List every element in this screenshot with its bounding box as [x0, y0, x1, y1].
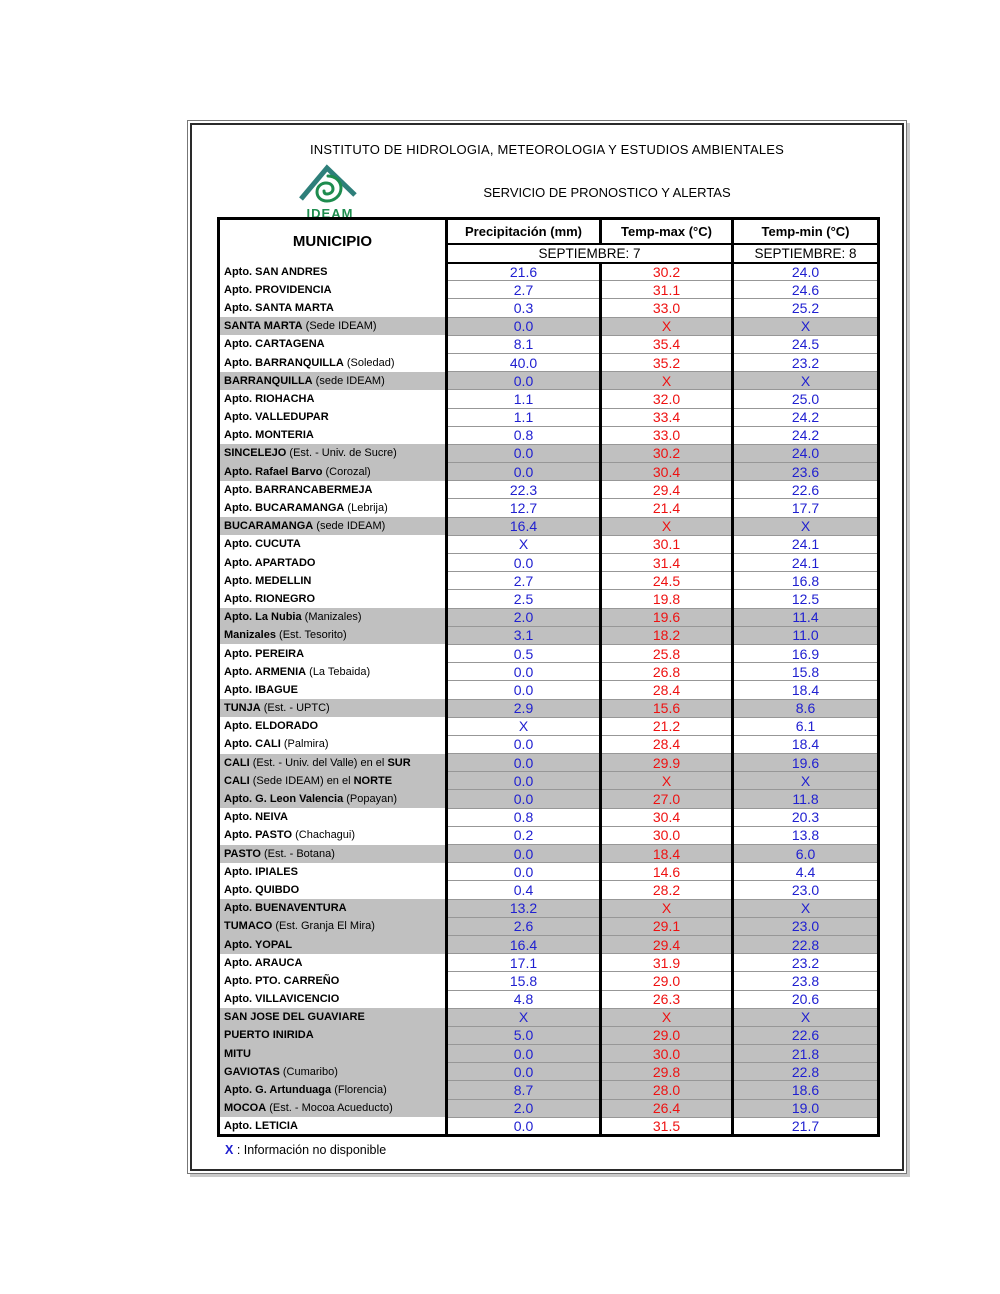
temp-min-cell: 19.0	[733, 1099, 879, 1117]
temp-max-cell: X	[601, 372, 733, 390]
table-body	[219, 263, 879, 1136]
temp-min-cell: 18.4	[733, 735, 879, 753]
municipality-cell: PUERTO INIRIDA	[224, 1029, 314, 1042]
precipitation-cell: 16.4	[447, 517, 601, 535]
weather-table	[217, 217, 880, 1137]
temp-max-cell: 30.0	[601, 1045, 733, 1063]
municipality-cell: Apto. IBAGUE	[224, 683, 298, 696]
temp-max-cell: 21.4	[601, 499, 733, 517]
municipality-cell: Apto. ARMENIA (La Tebaida)	[224, 665, 371, 678]
temp-min-cell: 19.6	[733, 754, 879, 772]
precipitation-cell: 0.0	[447, 463, 601, 481]
precipitation-cell: 0.8	[447, 808, 601, 826]
table-row	[219, 353, 879, 371]
precipitation-cell: 0.0	[447, 735, 601, 753]
precipitation-cell: 2.7	[447, 572, 601, 590]
municipality-cell: Apto. QUIBDO	[224, 883, 300, 896]
precipitation-cell: 2.6	[447, 917, 601, 935]
temp-min-cell: X	[733, 317, 879, 335]
temp-min-cell: 24.6	[733, 281, 879, 299]
precipitation-cell: 8.7	[447, 1081, 601, 1099]
table-row	[219, 808, 879, 826]
municipality-cell: Apto. Rafael Barvo (Corozal)	[224, 465, 371, 478]
temp-max-cell: 29.9	[601, 754, 733, 772]
table-row	[219, 863, 879, 881]
municipality-cell: CALI (Sede IDEAM) en el NORTE	[224, 774, 393, 787]
precipitation-cell: 1.1	[447, 390, 601, 408]
logo-label: IDEAM	[306, 206, 354, 221]
temp-max-cell: 26.4	[601, 1099, 733, 1117]
temp-min-cell: 22.6	[733, 1026, 879, 1044]
precipitation-cell: 0.0	[447, 772, 601, 790]
temp-max-cell: 30.2	[601, 263, 733, 281]
municipality-cell: Apto. BARRANQUILLA (Soledad)	[224, 356, 395, 369]
temp-min-cell: 24.1	[733, 554, 879, 572]
page-title: INSTITUTO DE HIDROLOGIA, METEOROLOGIA Y ESTUDIOS AMBIENTALES	[309, 142, 785, 157]
municipality-cell: Apto. G. Artunduaga (Florencia)	[224, 1084, 387, 1097]
municipality-cell: Apto. PTO. CARREÑO	[224, 974, 340, 987]
temp-min-cell: 16.9	[733, 644, 879, 662]
page-frame-inner	[190, 123, 904, 1171]
table-row	[219, 845, 879, 863]
municipality-cell: SANTA MARTA (Sede IDEAM)	[224, 320, 377, 333]
temp-max-cell: 19.6	[601, 608, 733, 626]
municipality-cell: Apto. LETICIA	[224, 1119, 298, 1132]
table-row	[219, 408, 879, 426]
municipality-cell: Apto. RIONEGRO	[224, 592, 316, 605]
temp-min-cell: 11.0	[733, 626, 879, 644]
municipality-cell: Apto. RIOHACHA	[224, 392, 315, 405]
municipality-cell: Apto. YOPAL	[224, 938, 293, 951]
table-row	[219, 281, 879, 299]
table-row	[219, 1063, 879, 1081]
temp-min-cell: 8.6	[733, 699, 879, 717]
temp-max-cell: 33.0	[601, 426, 733, 444]
table-row	[219, 1026, 879, 1044]
temp-max-cell: 18.2	[601, 626, 733, 644]
temp-min-cell: 22.8	[733, 935, 879, 953]
temp-min-cell: X	[733, 372, 879, 390]
temp-max-cell: 15.6	[601, 699, 733, 717]
municipio-header: MUNICIPIO	[292, 232, 373, 250]
table-row	[219, 644, 879, 662]
temp-max-cell: 14.6	[601, 863, 733, 881]
table-row	[219, 972, 879, 990]
precipitation-cell: X	[447, 717, 601, 735]
precipitation-cell: 22.3	[447, 481, 601, 499]
table-row	[219, 444, 879, 462]
temp-min-cell: 23.2	[733, 954, 879, 972]
precipitation-cell: 8.1	[447, 335, 601, 353]
precipitation-cell: 0.0	[447, 372, 601, 390]
table-row	[219, 317, 879, 335]
precipitation-cell: 40.0	[447, 353, 601, 371]
municipality-cell: TUNJA (Est. - UPTC)	[224, 702, 330, 715]
municipality-cell: PASTO (Est. - Botana)	[224, 847, 335, 860]
temp-min-cell: 18.6	[733, 1081, 879, 1099]
municipality-cell: Apto. BUENAVENTURA	[224, 902, 347, 915]
municipality-cell: Apto. VALLEDUPAR	[224, 411, 329, 424]
table-row	[219, 735, 879, 753]
temp-min-cell: 4.4	[733, 863, 879, 881]
temp-min-cell: 11.8	[733, 790, 879, 808]
temp-max-cell: X	[601, 317, 733, 335]
table-row	[219, 1045, 879, 1063]
municipality-cell: Apto. PASTO (Chachagui)	[224, 829, 356, 842]
precipitation-cell: X	[447, 1008, 601, 1026]
temp-min-cell: 16.8	[733, 572, 879, 590]
precipitation-cell: 17.1	[447, 954, 601, 972]
municipality-cell: Apto. SAN ANDRES	[224, 265, 328, 278]
precipitation-cell: 15.8	[447, 972, 601, 990]
temp-max-cell: 29.0	[601, 1026, 733, 1044]
precipitation-cell: 0.0	[447, 754, 601, 772]
temp-max-cell: X	[601, 899, 733, 917]
municipality-cell: Apto. PROVIDENCIA	[224, 283, 332, 296]
precipitation-cell: 0.4	[447, 881, 601, 899]
municipality-cell: Apto. MEDELLIN	[224, 574, 312, 587]
precipitation-cell: 0.0	[447, 554, 601, 572]
temp-min-cell: 23.8	[733, 972, 879, 990]
temp-max-header: Temp-max (°C)	[601, 219, 733, 244]
temp-max-cell: 25.8	[601, 644, 733, 662]
temp-max-cell: 29.4	[601, 481, 733, 499]
precipitation-cell: 1.1	[447, 408, 601, 426]
temp-max-cell: 35.4	[601, 335, 733, 353]
municipality-cell: Apto. ELDORADO	[224, 720, 319, 733]
temp-max-cell: 29.4	[601, 935, 733, 953]
temp-min-cell: 24.0	[733, 263, 879, 281]
municipality-cell: Apto. SANTA MARTA	[224, 301, 334, 314]
table-row	[219, 1117, 879, 1135]
table-row	[219, 608, 879, 626]
page-frame	[187, 120, 907, 1174]
temp-max-cell: 31.5	[601, 1117, 733, 1135]
table-row	[219, 372, 879, 390]
temp-max-cell: 31.1	[601, 281, 733, 299]
precipitation-cell: 0.0	[447, 663, 601, 681]
temp-min-cell: 15.8	[733, 663, 879, 681]
temp-min-cell: X	[733, 772, 879, 790]
precipitation-cell: 21.6	[447, 263, 601, 281]
municipality-cell: MITU	[224, 1047, 251, 1060]
temp-min-cell: 25.0	[733, 390, 879, 408]
municipality-cell: Apto. BUCARAMANGA (Lebrija)	[224, 502, 388, 515]
table-row	[219, 790, 879, 808]
temp-min-cell: 21.8	[733, 1045, 879, 1063]
temp-min-cell: 12.5	[733, 590, 879, 608]
municipality-cell: Apto. CUCUTA	[224, 538, 301, 551]
temp-max-cell: 28.4	[601, 681, 733, 699]
table-row	[219, 772, 879, 790]
temp-max-cell: 24.5	[601, 572, 733, 590]
temp-min-cell: 20.3	[733, 808, 879, 826]
precipitation-header: Precipitación (mm)	[447, 219, 601, 244]
temp-max-cell: 35.2	[601, 353, 733, 371]
temp-min-cell: 24.2	[733, 408, 879, 426]
table-row	[219, 663, 879, 681]
table-row	[219, 554, 879, 572]
precipitation-cell: 0.0	[447, 863, 601, 881]
temp-max-cell: 28.2	[601, 881, 733, 899]
temp-max-cell: 32.0	[601, 390, 733, 408]
table-row	[219, 590, 879, 608]
table-row	[219, 826, 879, 844]
septiembre-7-header: SEPTIEMBRE: 7	[447, 244, 733, 263]
temp-min-header: Temp-min (°C)	[733, 219, 879, 244]
temp-max-cell: 31.9	[601, 954, 733, 972]
municipality-cell: SINCELEJO (Est. - Univ. de Sucre)	[224, 447, 397, 460]
municipality-cell: BUCARAMANGA (sede IDEAM)	[224, 520, 386, 533]
precipitation-cell: 0.5	[447, 644, 601, 662]
temp-max-cell: 18.4	[601, 845, 733, 863]
temp-max-cell: 26.8	[601, 663, 733, 681]
precipitation-cell: X	[447, 535, 601, 553]
municipality-cell: Apto. ARAUCA	[224, 956, 303, 969]
temp-max-cell: X	[601, 1008, 733, 1026]
table-row	[219, 881, 879, 899]
temp-min-cell: 24.2	[733, 426, 879, 444]
precipitation-cell: 0.8	[447, 426, 601, 444]
temp-max-cell: 29.1	[601, 917, 733, 935]
temp-max-cell: 33.0	[601, 299, 733, 317]
municipality-cell: Apto. MONTERIA	[224, 429, 314, 442]
municipality-cell: Apto. G. Leon Valencia (Popayan)	[224, 793, 398, 806]
temp-max-cell: 30.4	[601, 463, 733, 481]
municipality-cell: MOCOA (Est. - Mocoa Acueducto)	[224, 1102, 393, 1115]
temp-max-cell: 30.0	[601, 826, 733, 844]
temp-min-cell: 6.1	[733, 717, 879, 735]
municipality-cell: GAVIOTAS (Cumaribo)	[224, 1065, 338, 1078]
temp-max-cell: 29.0	[601, 972, 733, 990]
table-row	[219, 1099, 879, 1117]
table-row	[219, 699, 879, 717]
septiembre-8-header: SEPTIEMBRE: 8	[733, 244, 879, 263]
temp-max-cell: 21.2	[601, 717, 733, 735]
temp-min-cell: 6.0	[733, 845, 879, 863]
table-row	[219, 572, 879, 590]
temp-min-cell: 24.1	[733, 535, 879, 553]
temp-min-cell: 18.4	[733, 681, 879, 699]
municipality-cell: Apto. IPIALES	[224, 865, 298, 878]
precipitation-cell: 0.0	[447, 1117, 601, 1135]
temp-min-cell: 23.2	[733, 353, 879, 371]
precipitation-cell: 0.0	[447, 444, 601, 462]
municipality-cell: CALI (Est. - Univ. del Valle) en el SUR	[224, 756, 411, 769]
temp-max-cell: 28.0	[601, 1081, 733, 1099]
table-row	[219, 990, 879, 1008]
table-row	[219, 335, 879, 353]
precipitation-cell: 0.0	[447, 1045, 601, 1063]
temp-min-cell: X	[733, 517, 879, 535]
precipitation-cell: 0.0	[447, 317, 601, 335]
temp-min-cell: X	[733, 899, 879, 917]
temp-max-cell: 29.8	[601, 1063, 733, 1081]
table-row	[219, 626, 879, 644]
temp-min-cell: 23.0	[733, 881, 879, 899]
precipitation-cell: 0.0	[447, 790, 601, 808]
precipitation-cell: 13.2	[447, 899, 601, 917]
municipality-cell: Manizales (Est. Tesorito)	[224, 629, 347, 642]
temp-min-cell: 13.8	[733, 826, 879, 844]
precipitation-cell: 0.0	[447, 681, 601, 699]
table-row	[219, 917, 879, 935]
temp-min-cell: 24.0	[733, 444, 879, 462]
temp-min-cell: 23.6	[733, 463, 879, 481]
precipitation-cell: 2.7	[447, 281, 601, 299]
table-row	[219, 681, 879, 699]
legend-x-symbol: X	[225, 1143, 234, 1157]
temp-max-cell: 31.4	[601, 554, 733, 572]
precipitation-cell: 3.1	[447, 626, 601, 644]
table-row	[219, 935, 879, 953]
temp-min-cell: 11.4	[733, 608, 879, 626]
precipitation-cell: 2.9	[447, 699, 601, 717]
temp-min-cell: 20.6	[733, 990, 879, 1008]
municipality-cell: SAN JOSE DEL GUAVIARE	[224, 1011, 365, 1024]
temp-max-cell: 30.4	[601, 808, 733, 826]
temp-max-cell: X	[601, 517, 733, 535]
temp-max-cell: 30.2	[601, 444, 733, 462]
table-row	[219, 517, 879, 535]
temp-min-cell: X	[733, 1008, 879, 1026]
municipality-cell: Apto. PEREIRA	[224, 647, 305, 660]
table-row	[219, 481, 879, 499]
legend-note	[225, 1143, 386, 1157]
precipitation-cell: 0.3	[447, 299, 601, 317]
municipality-cell: Apto. BARRANCABERMEJA	[224, 483, 373, 496]
table-row	[219, 899, 879, 917]
table-row	[219, 535, 879, 553]
table-row	[219, 1081, 879, 1099]
precipitation-cell: 0.0	[447, 1063, 601, 1081]
temp-max-cell: 26.3	[601, 990, 733, 1008]
table-row	[219, 263, 879, 281]
table-row	[219, 717, 879, 735]
temp-max-cell: 33.4	[601, 408, 733, 426]
precipitation-cell: 2.0	[447, 608, 601, 626]
precipitation-cell: 5.0	[447, 1026, 601, 1044]
table-row	[219, 1008, 879, 1026]
temp-max-cell: 28.4	[601, 735, 733, 753]
municipality-cell: Apto. APARTADO	[224, 556, 316, 569]
municipality-cell: Apto. NEIVA	[224, 811, 288, 824]
municipality-cell: BARRANQUILLA (sede IDEAM)	[224, 374, 385, 387]
precipitation-cell: 4.8	[447, 990, 601, 1008]
temp-min-cell: 22.6	[733, 481, 879, 499]
precipitation-cell: 2.0	[447, 1099, 601, 1117]
precipitation-cell: 2.5	[447, 590, 601, 608]
precipitation-cell: 0.0	[447, 845, 601, 863]
precipitation-cell: 16.4	[447, 935, 601, 953]
legend-text: : Información no disponible	[233, 1143, 387, 1157]
municipality-cell: Apto. VILLAVICENCIO	[224, 993, 340, 1006]
temp-min-cell: 24.5	[733, 335, 879, 353]
temp-max-cell: 27.0	[601, 790, 733, 808]
municipality-cell: Apto. CARTAGENA	[224, 338, 325, 351]
temp-max-cell: 19.8	[601, 590, 733, 608]
temp-min-cell: 23.0	[733, 917, 879, 935]
municipality-cell: Apto. CALI (Palmira)	[224, 738, 329, 751]
precipitation-cell: 0.2	[447, 826, 601, 844]
table-head	[219, 219, 879, 263]
municipality-cell: Apto. La Nubia (Manizales)	[224, 611, 362, 624]
column-header-row	[219, 219, 879, 244]
page-subtitle: SERVICIO DE PRONOSTICO Y ALERTAS	[483, 185, 731, 200]
table-row	[219, 390, 879, 408]
table-row	[219, 754, 879, 772]
temp-max-cell: 30.1	[601, 535, 733, 553]
table-row	[219, 499, 879, 517]
precipitation-cell: 12.7	[447, 499, 601, 517]
table-row	[219, 299, 879, 317]
table-row	[219, 954, 879, 972]
table-row	[219, 463, 879, 481]
temp-min-cell: 17.7	[733, 499, 879, 517]
temp-min-cell: 21.7	[733, 1117, 879, 1135]
temp-min-cell: 22.8	[733, 1063, 879, 1081]
temp-min-cell: 25.2	[733, 299, 879, 317]
municipality-cell: TUMACO (Est. Granja El Mira)	[224, 920, 375, 933]
table-row	[219, 426, 879, 444]
temp-max-cell: X	[601, 772, 733, 790]
